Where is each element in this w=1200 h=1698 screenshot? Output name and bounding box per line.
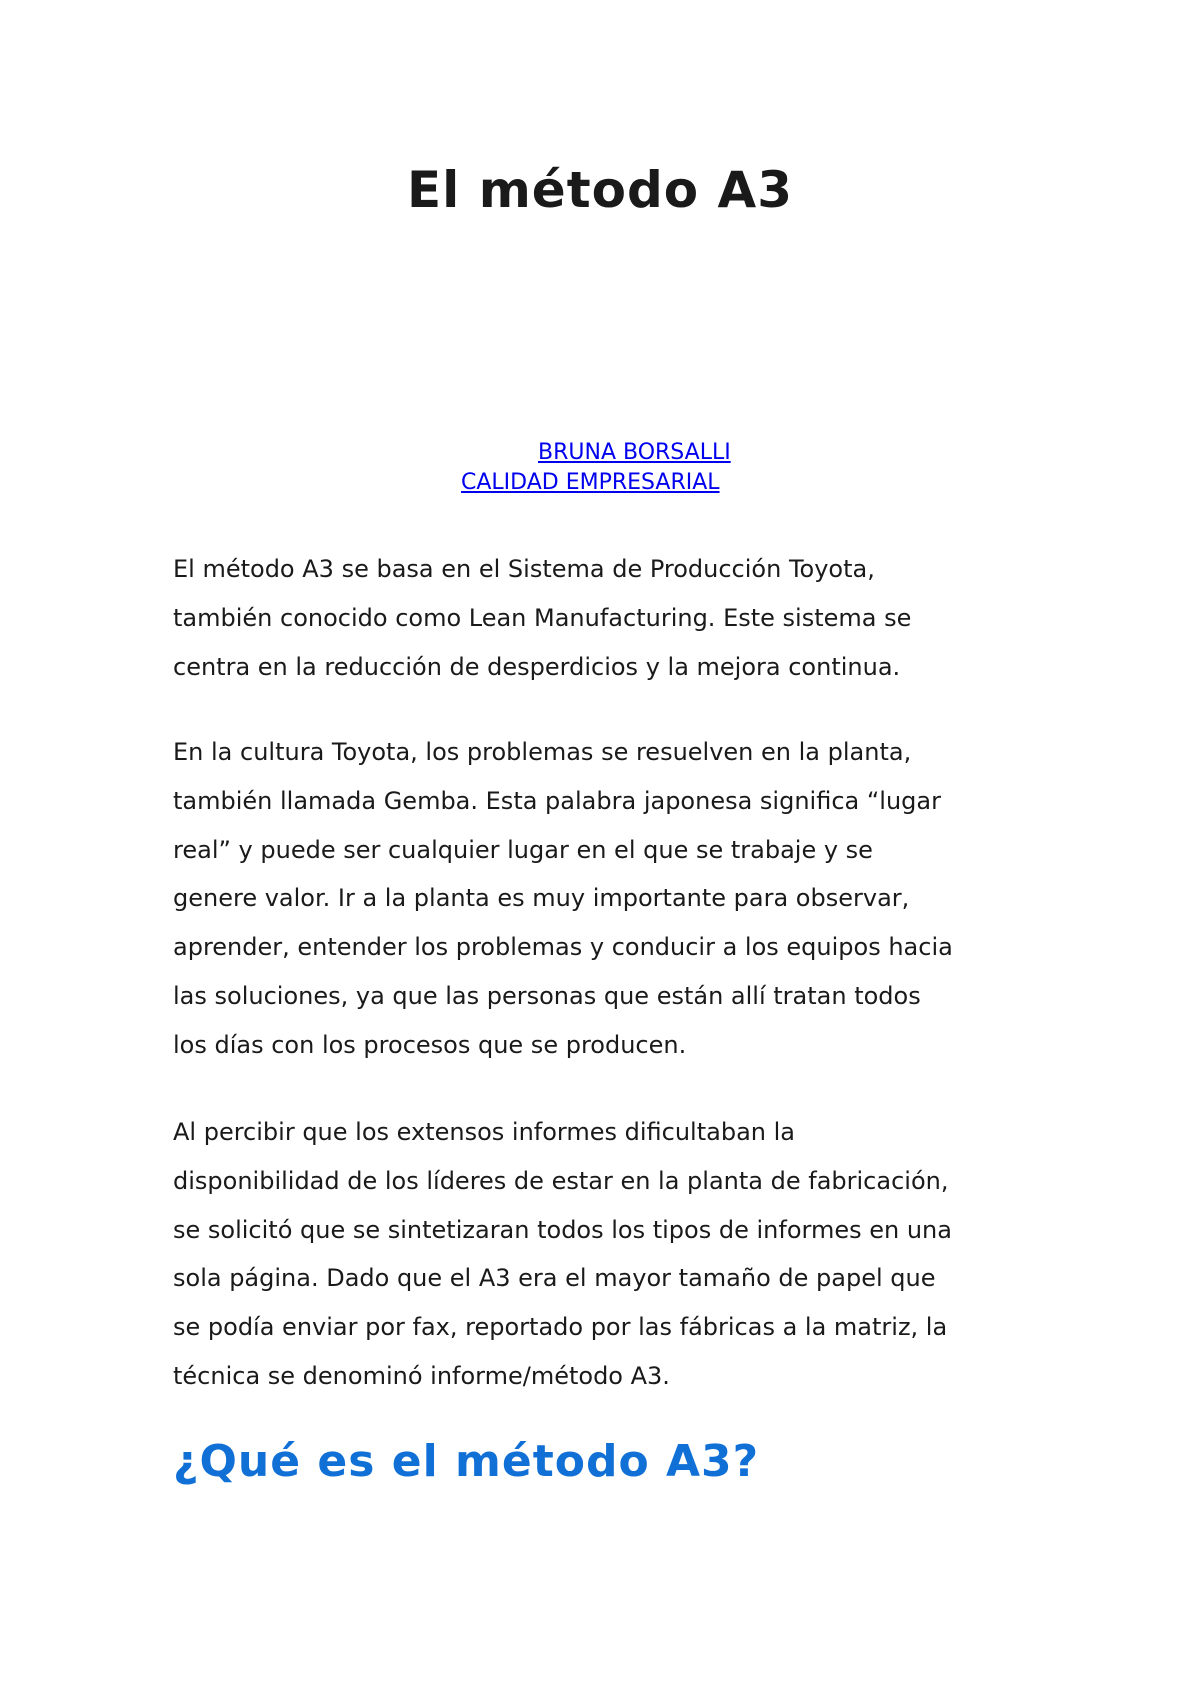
organization-link[interactable]: CALIDAD EMPRESARIAL [461,470,720,495]
paragraph-line: también llamada Gemba. Esta palabra japonesa significa “lugar [173,786,941,815]
paragraph-line: sola página. Dado que el A3 era el mayor tamaño de papel que [173,1264,936,1293]
paragraph-origin [173,1108,1053,1401]
paragraph-line: centra en la reducción de desperdicios y la mejora continua. [173,652,901,681]
paragraph-line: real” y puede ser cualquier lugar en el que se trabaje y se [173,835,873,864]
paragraph-gemba [173,728,1053,1070]
paragraph-line: aprender, entender los problemas y conducir a los equipos hacia [173,933,953,962]
paragraph-intro [173,545,1053,691]
paragraph-line: se solicitó que se sintetizaran todos los tipos de informes en una [173,1215,952,1244]
section-heading: ¿Qué es el método A3? [173,1436,760,1487]
paragraph-line: los días con los procesos que se producen. [173,1030,687,1059]
paragraph-line: El método A3 se basa en el Sistema de Producción Toyota, [173,555,875,583]
paragraph-line: Al percibir que los extensos informes dificultaban la [173,1118,795,1146]
paragraph-line: técnica se denominó informe/método A3. [173,1361,670,1390]
paragraph-line: disponibilidad de los líderes de estar en la planta de fabricación, [173,1166,949,1195]
document-title: El método A3 [407,161,793,219]
paragraph-line: se podía enviar por fax, reportado por las fábricas a la matriz, la [173,1313,948,1342]
paragraph-line: En la cultura Toyota, los problemas se resuelven en la planta, [173,738,912,766]
paragraph-line: también conocido como Lean Manufacturing. Este sistema se [173,603,912,632]
paragraph-line: genere valor. Ir a la planta es muy importante para observar, [173,884,910,913]
author-link[interactable]: BRUNA BORSALLI [538,440,731,465]
paragraph-line: las soluciones, ya que las personas que están allí tratan todos [173,981,921,1010]
